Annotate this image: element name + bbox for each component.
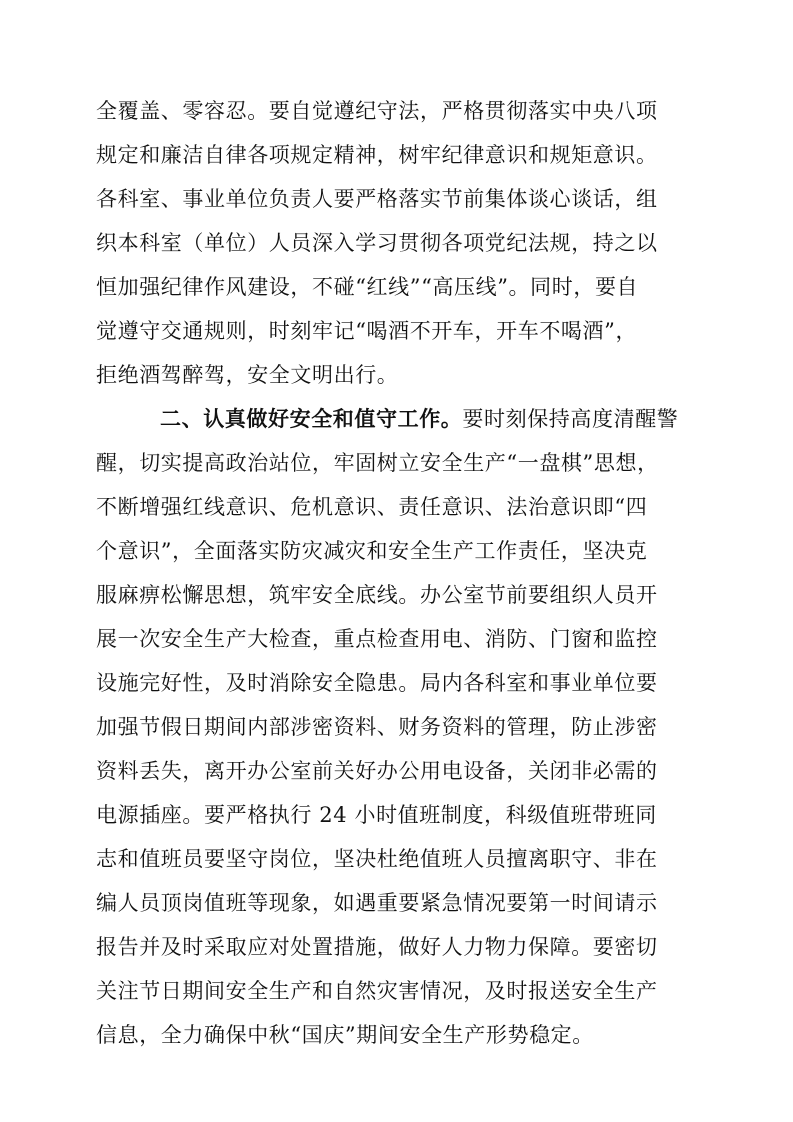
paragraph-2-line: 报告并及时采取应对处置措施，做好人力物力保障。要密切 [96,935,658,959]
paragraph-2-first-line-text: 要时刻保持高度清醒警 [462,407,679,431]
paragraph-1-line: 拒绝酒驾醉驾，安全文明出行。 [96,363,399,387]
paragraph-2-line: 编人员顶岗值班等现象，如遇重要紧急情况要第一时间请示 [96,891,658,915]
paragraph-2-line: 信息，全力确保中秋“国庆”期间安全生产形势稳定。 [96,1023,594,1047]
paragraph-1-line: 恒加强纪律作风建设，不碰“红线”“高压线”。同时，要自 [96,275,639,299]
paragraph-1-line: 觉遵守交通规则，时刻牢记“喝酒不开车，开车不喝酒”， [96,319,638,343]
paragraph-1-line: 各科室、事业单位负责人要严格落实节前集体谈心谈话，组 [96,187,658,211]
section-heading: 二、认真做好安全和值守工作。 [160,406,463,431]
paragraph-2-line: 资料丢失，离开办公室前关好办公用电设备，关闭非必需的 [96,759,658,783]
paragraph-2-line: 加强节假日期间内部涉密资料、财务资料的管理，防止涉密 [96,715,658,739]
paragraph-2-line: 醒，切实提高政治站位，牢固树立安全生产“一盘棋”思想， [96,451,659,475]
paragraph-2-line: 展一次安全生产大检查，重点检查用电、消防、门窗和监控 [96,627,658,651]
paragraph-2-line: 设施完好性，及时消除安全隐患。局内各科室和事业单位要 [96,671,658,695]
paragraph-2-line: 关注节日期间安全生产和自然灾害情况，及时报送安全生产 [96,979,658,1003]
paragraph-2-line: 服麻痹松懈思想，筑牢安全底线。办公室节前要组织人员开 [96,583,658,607]
paragraph-2-line: 电源插座。要严格执行 24 小时值班制度，科级值班带班同 [96,803,657,827]
paragraph-2-line: 志和值班员要坚守岗位，坚决杜绝值班人员擅离职守、非在 [96,847,658,871]
paragraph-1-line: 全覆盖、零容忍。要自觉遵纪守法，严格贯彻落实中央八项 [96,99,658,123]
paragraph-1-line: 织本科室（单位）人员深入学习贯彻各项党纪法规，持之以 [96,231,658,255]
paragraph-1-line: 规定和廉洁自律各项规定精神，树牢纪律意识和规矩意识。 [96,143,658,167]
paragraph-2-line: 个意识”，全面落实防灾减灾和安全生产工作责任，坚决克 [96,539,648,563]
paragraph-2-line: 不断增强红线意识、危机意识、责任意识、法治意识即“四 [96,495,648,519]
paragraph-2-first-line [160,399,704,439]
